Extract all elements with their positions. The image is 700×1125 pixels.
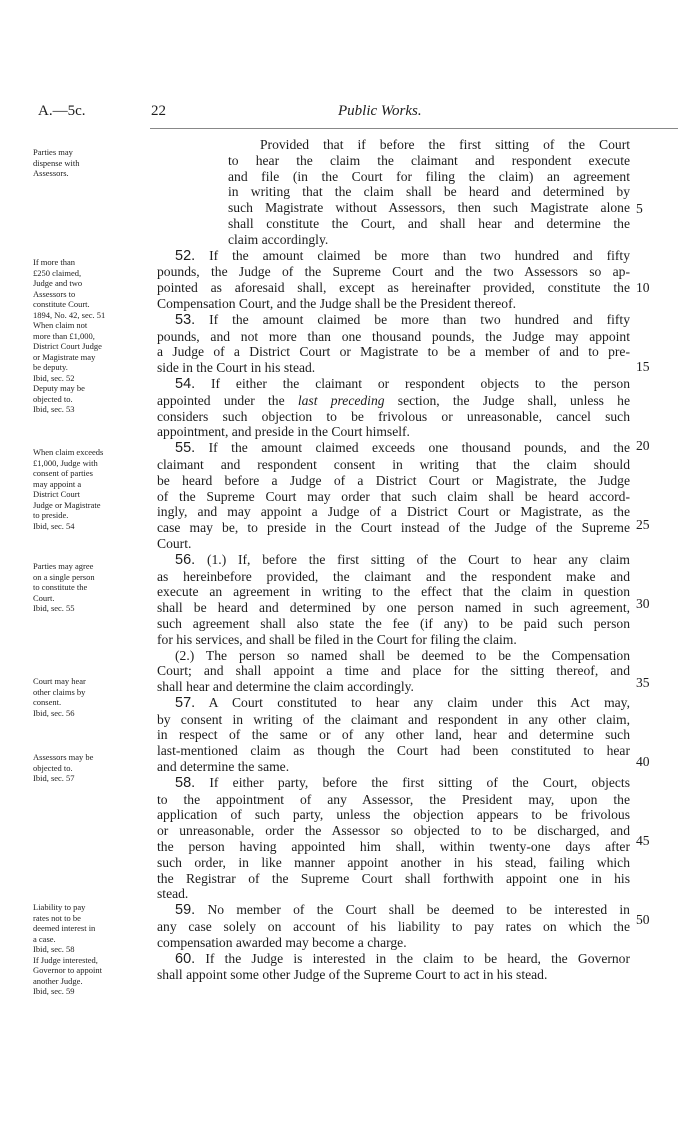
text-line [157, 792, 630, 808]
text-line [157, 473, 630, 489]
margin-note [33, 676, 153, 718]
text-line [157, 855, 630, 871]
text-line [228, 184, 630, 200]
margin-note-line: objected to. [33, 762, 73, 773]
line-text: in writing that the claim shall be heard and determined by [228, 184, 630, 200]
text-line [157, 393, 630, 409]
margin-note-line: Ibid, sec. 52 [33, 372, 75, 383]
text-line [157, 489, 630, 505]
line-text: in respect of the same or of any other land, hear and determine such [157, 727, 630, 743]
text-line [157, 967, 630, 983]
text-line [157, 280, 630, 296]
line-text: pounds, and not more than one thousand pounds, the Judge may appoint [157, 328, 630, 344]
section-paragraph [157, 695, 630, 775]
line-text: pointed as aforesaid shall, except as hereinafter provided, constitute the [157, 280, 630, 296]
text-line [157, 344, 630, 360]
margin-note-line: £250 claimed, [33, 267, 82, 278]
text-line [157, 600, 630, 616]
line-text: of the Supreme Court may order that such claim shall be heard accord- [157, 488, 630, 504]
line-text: ingly, and may appoint a Judge of a District Court or Magistrate, as the [157, 504, 630, 520]
section-number: 57. [175, 694, 196, 711]
section-paragraph [157, 376, 630, 440]
margin-note-line: Judge and two [33, 278, 83, 288]
line-text: for his services, and shall be filed in the Court for filing the claim. [157, 631, 517, 647]
margin-note-line: a case. [33, 933, 56, 944]
section-paragraph [157, 951, 630, 984]
text-line [157, 951, 630, 968]
line-number: 45 [636, 833, 650, 849]
margin-note-line: other claims by [33, 686, 86, 697]
text-line [157, 775, 630, 792]
text-line [157, 807, 630, 823]
margin-note-line: another Judge. [33, 975, 83, 986]
text-line [157, 264, 630, 280]
text-line [157, 871, 630, 887]
text-line [228, 137, 630, 153]
margin-note-line: £1,000, Judge with [33, 457, 98, 468]
line-text: stead. [157, 886, 189, 902]
text-line [157, 663, 630, 679]
line-text: If the amount claimed be more than two hundred and fifty [209, 247, 630, 263]
margin-note [33, 147, 153, 179]
text-line [157, 632, 630, 648]
line-text: If the amount claimed exceeds one thousand pounds, and the [208, 440, 631, 456]
section-paragraph [157, 440, 630, 552]
margin-note [33, 902, 153, 997]
page-header [38, 103, 678, 127]
line-text: pounds, the Judge of the Supreme Court and the two Assessors so ap- [157, 264, 630, 280]
line-text: case may be, to preside in the Court instead of the Judge of the Supreme [157, 520, 630, 536]
page-number: 22 [151, 103, 166, 119]
text-line [228, 216, 630, 232]
margin-note-line: Assessors. [33, 168, 69, 178]
line-text: If the Judge is interested in the claim to be heard, the Governor [205, 950, 630, 966]
section-number: 58. [175, 774, 196, 791]
header-rule [150, 128, 678, 129]
running-title: Public Works. [338, 103, 422, 119]
section-number: 53. [175, 311, 196, 328]
margin-note-line: District Court [33, 489, 80, 499]
text-line [157, 712, 630, 728]
text-line [157, 759, 630, 775]
line-text: to the appointment of any Assessor, the President may, upon the [157, 791, 630, 807]
margin-note-line: Deputy may be [33, 383, 85, 393]
line-text: If the amount claimed be more than two hundred and fifty [209, 311, 630, 327]
text-line [157, 424, 630, 440]
line-text: Compensation Court, and the Judge shall be the President thereof. [157, 295, 517, 311]
line-text: Provided that if before the first sitting of the Court [260, 137, 630, 152]
margin-note-line: Ibid, sec. 55 [33, 603, 75, 613]
text-line [157, 743, 630, 759]
margin-note-line: Assessors may be [33, 752, 94, 762]
line-text: No member of the Court shall be deemed to be interested in [207, 902, 630, 918]
line-text: any case solely on account of his liability to pay rates on which the [157, 919, 630, 935]
line-text: Court; and shall appoint a time and place for the sitting thereof, and [157, 663, 630, 679]
line-number: 15 [636, 359, 650, 375]
margin-note-line: Ibid, sec. 54 [33, 520, 75, 531]
text-line [157, 440, 630, 457]
line-text: such agreement shall also state the fee (if any) to be paid such person [157, 615, 630, 631]
text-line [157, 839, 630, 855]
line-number: 50 [636, 912, 650, 928]
line-text: shall appoint some other Judge of the Supreme Court to act in his stead. [157, 967, 548, 983]
margin-note-line: on a single person [33, 571, 95, 582]
section-paragraph [157, 248, 630, 312]
line-text: shall constitute the Court, and shall hear and determine the [228, 215, 630, 231]
line-text: appointed under the last preceding section, the Judge shall, unless he [157, 392, 631, 408]
text-line [157, 919, 630, 935]
document-reference: A.—5c. [38, 103, 86, 119]
text-line [228, 232, 630, 248]
margin-note-line: Assessors to [33, 288, 76, 299]
section-number: 56. [175, 551, 196, 568]
margin-note-line: more than £1,000, [33, 330, 95, 341]
paragraph [157, 648, 630, 695]
text-line [157, 727, 630, 743]
section-number: 52. [175, 247, 196, 264]
margin-note-line: to constitute the [33, 582, 88, 592]
text-line [157, 376, 630, 393]
margin-note-line: Governor to appoint [33, 965, 102, 975]
margin-note-line: or Magistrate may [33, 351, 96, 362]
line-text: be heard before a Judge of a District Court or Magistrate, the Judge [157, 472, 630, 488]
margin-note-line: When claim exceeds [33, 447, 104, 457]
text-line [157, 552, 630, 569]
line-text: A Court constituted to hear any claim under this Act may, [208, 694, 630, 710]
text-line [157, 457, 630, 473]
line-text: and determine the same. [157, 759, 290, 775]
subsection-number: (2.) [175, 647, 195, 663]
text-line [157, 329, 630, 345]
margin-note-line: be deputy. [33, 362, 68, 372]
line-text: (1.) If, before the first sitting of the Court to hear any claim [206, 551, 631, 567]
margin-note-line: Ibid, sec. 53 [33, 404, 75, 414]
margin-note-line: Ibid, sec. 59 [33, 986, 75, 996]
margin-note-line: constitute Court. [33, 299, 90, 309]
margin-note-line: to preside. [33, 510, 69, 520]
text-line [157, 536, 630, 552]
margin-note-line: Ibid, sec. 58 [33, 944, 75, 954]
margin-note-line: Ibid, sec. 56 [33, 707, 75, 718]
section-number: 54. [175, 375, 196, 392]
line-text: execute an agreement in writing to the effect that the claim in question [157, 584, 630, 600]
section-number: 59. [175, 902, 196, 919]
margin-note-line: Ibid, sec. 57 [33, 773, 75, 783]
margin-note [33, 752, 153, 784]
line-text: and file (in the Court for filing the claim) an agreement [228, 168, 630, 184]
line-text: appointment, and preside in the Court himself. [157, 424, 410, 440]
text-line [157, 648, 630, 664]
line-text: by consent in writing of the claimant and respondent in any other claim, [157, 711, 630, 727]
text-line [228, 200, 630, 216]
line-text: compensation awarded may become a charge. [157, 934, 407, 950]
text-line [157, 616, 630, 632]
line-text: last-mentioned claim as though the Court had been constituted to hear [157, 743, 630, 759]
text-line [157, 679, 630, 695]
line-text: Court. [157, 535, 192, 551]
margin-note-line: rates not to be [33, 912, 81, 923]
text-line [157, 886, 630, 902]
line-number: 10 [636, 280, 650, 296]
section-paragraph [157, 902, 630, 950]
margin-note-line: Court may hear [33, 676, 86, 686]
text-line [157, 935, 630, 951]
line-number: 40 [636, 754, 650, 770]
text-line [157, 823, 630, 839]
section-paragraph [157, 312, 630, 376]
text-line [157, 409, 630, 425]
section-number: 55. [175, 440, 196, 457]
line-text: If either party, before the first sitting of the Court, objects [209, 774, 630, 790]
line-number: 35 [636, 675, 650, 691]
margin-note-line: deemed interest in [33, 923, 96, 933]
margin-note-line: Parties may [33, 147, 73, 157]
line-number: 5 [636, 201, 643, 217]
margin-note-line: Parties may agree [33, 561, 94, 571]
line-text: to hear the claim the claimant and respondent execute [228, 152, 630, 168]
text-line [228, 153, 630, 169]
line-text: shall hear and determine the claim accordingly. [157, 679, 414, 695]
text-line [157, 520, 630, 536]
margin-note-line: Liability to pay [33, 902, 86, 912]
text-line [157, 695, 630, 712]
margin-note-line: If Judge interested, [33, 954, 98, 965]
line-text: The person so named shall be deemed to be the Compensation [205, 647, 630, 663]
paragraph [157, 137, 630, 248]
margin-note [33, 561, 153, 614]
text-line [157, 312, 630, 329]
line-text: as hereinbefore provided, the claimant and the respondent make and [157, 568, 630, 584]
line-text: If either the claimant or respondent objects to the person [211, 375, 630, 391]
margin-note-line: If more than [33, 257, 76, 267]
line-text: application of such party, unless the objection appears to be frivolous [157, 807, 630, 823]
text-line [157, 569, 630, 585]
line-text: a Judge of a District Court or Magistrate to be a member of and to pre- [157, 344, 630, 360]
text-line [157, 504, 630, 520]
text-line [157, 248, 630, 265]
section-paragraph [157, 552, 630, 648]
line-number: 25 [636, 517, 650, 533]
section-paragraph [157, 775, 630, 902]
margin-note-line: may appoint a [33, 478, 82, 489]
line-text: such order, in like manner appoint another in his stead, failing which [157, 854, 630, 870]
line-text: or unreasonable, order the Assessor so objected to to be discharged, and [157, 823, 630, 839]
text-line [157, 360, 630, 376]
text-line [228, 169, 630, 185]
line-number: 30 [636, 596, 650, 612]
text-line [157, 296, 630, 312]
margin-note-line: Judge or Magistrate [33, 499, 101, 510]
body-text [157, 137, 630, 983]
text-line [157, 584, 630, 600]
line-text: claim accordingly. [228, 231, 329, 247]
margin-note-line: District Court Judge [33, 341, 102, 351]
margin-note-line: objected to. [33, 393, 73, 404]
line-text: such Magistrate without Assessors, then such Magistrate alone [228, 200, 630, 216]
line-number: 20 [636, 438, 650, 454]
line-text: side in the Court in his stead. [157, 360, 316, 376]
margin-note-line: When claim not [33, 320, 88, 330]
margin-note-line: consent of parties [33, 468, 93, 478]
margin-note [33, 257, 153, 415]
line-text: the person having appointed him shall, within twenty-one days after [157, 839, 630, 855]
margin-note-line: Court. [33, 592, 55, 603]
line-text: the Registrar of the Supreme Court shall forthwith appoint one in his [157, 870, 630, 886]
text-line [157, 902, 630, 919]
line-text: considers such objection to be frivolous or unreasonable, cancel such [157, 408, 630, 424]
line-text: shall be heard and determined by one person named in such agreement, [157, 600, 630, 616]
line-text: claimant and respondent consent in writing that the claim should [157, 456, 630, 472]
margin-note-line: consent. [33, 697, 62, 707]
margin-note-line: dispense with [33, 157, 80, 168]
italic-phrase: last preceding [297, 392, 385, 408]
margin-note [33, 447, 153, 531]
margin-note-line: 1894, No. 42, sec. 51 [33, 309, 106, 320]
section-number: 60. [175, 950, 196, 967]
